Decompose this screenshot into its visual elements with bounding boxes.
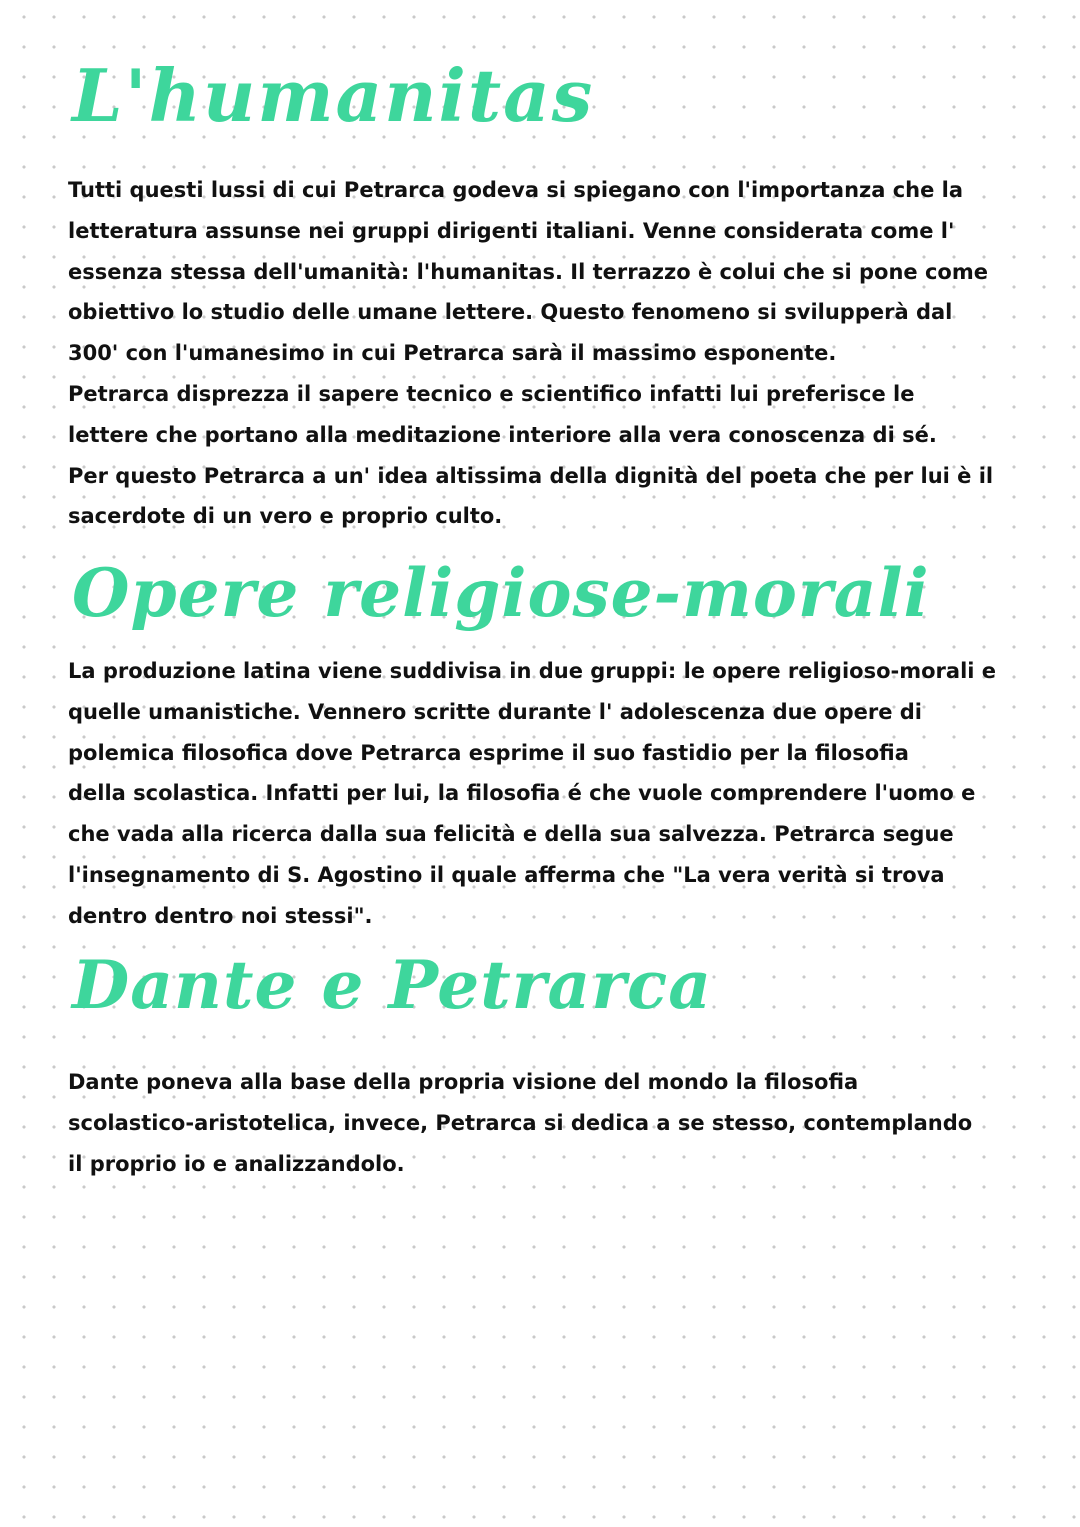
- paragraph-humanitas: [68, 170, 1058, 537]
- text-line: La produzione latina viene suddivisa in due gruppi: le opere religioso-morali e: [68, 659, 997, 683]
- text-line: obiettivo lo studio delle umane lettere. Questo fenomeno si svilupperà dal: [68, 300, 953, 325]
- text-line: l'insegnamento di S. Agostino il quale afferma che "La vera verità si trova: [68, 862, 945, 887]
- section-heading-humanitas: L'humanitas: [72, 53, 595, 138]
- text-line: Petrarca disprezza il sapere tecnico e scientifico infatti lui preferisce le: [68, 381, 915, 406]
- text-line: letteratura assunse nei gruppi dirigenti italiani. Venne considerata come l': [68, 218, 955, 243]
- text-line: della scolastica. Infatti per lui, la filosofia é che vuole comprendere l'uomo e: [68, 781, 976, 806]
- text-line: dentro dentro noi stessi".: [68, 903, 373, 928]
- paragraph-dante-e-petrarca: [68, 1062, 1058, 1184]
- text-line: Per questo Petrarca a un' idea altissima della dignità del poeta che per lui è il: [68, 463, 994, 488]
- section-heading-dante-e-petrarca: Dante e Petrarca: [72, 946, 713, 1024]
- text-line: lettere che portano alla meditazione interiore alla vera conoscenza di sé.: [68, 422, 937, 447]
- paragraph-opere-religiose-morali: [68, 651, 1058, 937]
- text-line: il proprio io e analizzandolo.: [68, 1151, 405, 1176]
- text-line: scolastico-aristotelica, invece, Petrarca si dedica a se stesso, contemplando: [68, 1110, 973, 1135]
- text-line: Dante poneva alla base della propria visione del mondo la filosofia: [68, 1070, 859, 1094]
- text-line: quelle umanistiche. Vennero scritte durante l' adolescenza due opere di: [68, 699, 922, 724]
- section-heading-opere-religiose-morali: Opere religiose-morali: [72, 554, 930, 632]
- text-line: Tutti questi lussi di cui Petrarca godeva si spiegano con l'importanza che la: [68, 178, 964, 202]
- text-line: polemica filosofica dove Petrarca esprime il suo fastidio per la filosofia: [68, 740, 909, 765]
- text-line: che vada alla ricerca dalla sua felicità e della sua salvezza. Petrarca segue: [68, 822, 954, 847]
- text-line: sacerdote di un vero e proprio culto.: [68, 504, 503, 529]
- text-line: 300' con l'umanesimo in cui Petrarca sarà il massimo esponente.: [68, 341, 837, 366]
- text-line: essenza stessa dell'umanità: l'humanitas. Il terrazzo è colui che si pone come: [68, 259, 988, 284]
